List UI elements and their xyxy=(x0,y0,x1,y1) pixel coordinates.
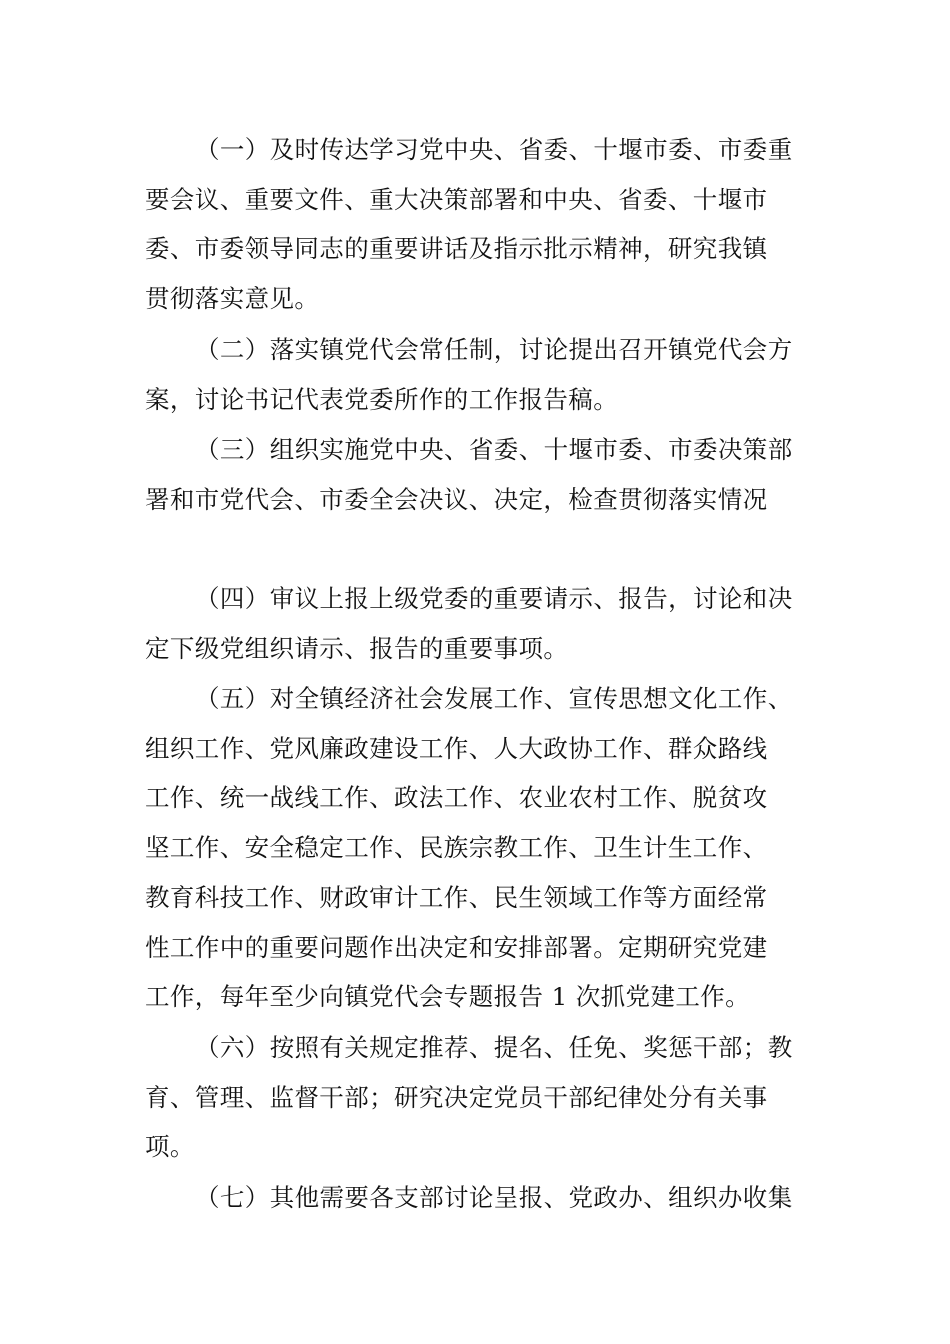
paragraph-3-line-1: （三）组织实施党中央、省委、十堰市委、市委决策部 xyxy=(195,435,793,464)
paragraph-1-line-3: 委、市委领导同志的重要讲话及指示批示精神，研究我镇 xyxy=(145,234,768,263)
paragraph-5-line-3: 工作、统一战线工作、政法工作、农业农村工作、脱贫攻 xyxy=(145,783,768,812)
paragraph-4-line-1: （四）审议上报上级党委的重要请示、报告，讨论和决 xyxy=(195,584,793,613)
paragraph-5-line-5: 教育科技工作、财政审计工作、民生领域工作等方面经常 xyxy=(145,883,768,912)
paragraph-6-line-1: （六）按照有关规定推荐、提名、任免、奖惩干部；教 xyxy=(195,1033,793,1062)
paragraph-5-line-2: 组织工作、党风廉政建设工作、人大政协工作、群众路线 xyxy=(145,734,768,763)
paragraph-1-line-1: （一）及时传达学习党中央、省委、十堰市委、市委重 xyxy=(195,135,793,164)
paragraph-6-line-3: 项。 xyxy=(145,1132,195,1161)
paragraph-1-line-4: 贯彻落实意见。 xyxy=(145,284,320,313)
paragraph-6-line-2: 育、管理、监督干部；研究决定党员干部纪律处分有关事 xyxy=(145,1083,768,1112)
paragraph-2-line-1: （二）落实镇党代会常任制，讨论提出召开镇党代会方 xyxy=(195,335,793,364)
paragraph-5-line-4: 坚工作、安全稳定工作、民族宗教工作、卫生计生工作、 xyxy=(145,833,768,862)
paragraph-4-line-2: 定下级党组织请示、报告的重要事项。 xyxy=(145,634,569,663)
paragraph-5-line-7: 工作，每年至少向镇党代会专题报告 1 次抓党建工作。 xyxy=(145,982,751,1011)
paragraph-7-line-1: （七）其他需要各支部讨论呈报、党政办、组织办收集 xyxy=(195,1183,793,1212)
paragraph-3-line-2: 署和市党代会、市委全会决议、决定，检查贯彻落实情况 xyxy=(145,485,768,514)
paragraph-1-line-2: 要会议、重要文件、重大决策部署和中央、省委、十堰市 xyxy=(145,185,768,214)
paragraph-5-line-1: （五）对全镇经济社会发展工作、宣传思想文化工作、 xyxy=(195,684,793,713)
paragraph-2-line-2: 案，讨论书记代表党委所作的工作报告稿。 xyxy=(145,385,619,414)
paragraph-5-line-6: 性工作中的重要问题作出决定和安排部署。定期研究党建 xyxy=(145,933,768,962)
